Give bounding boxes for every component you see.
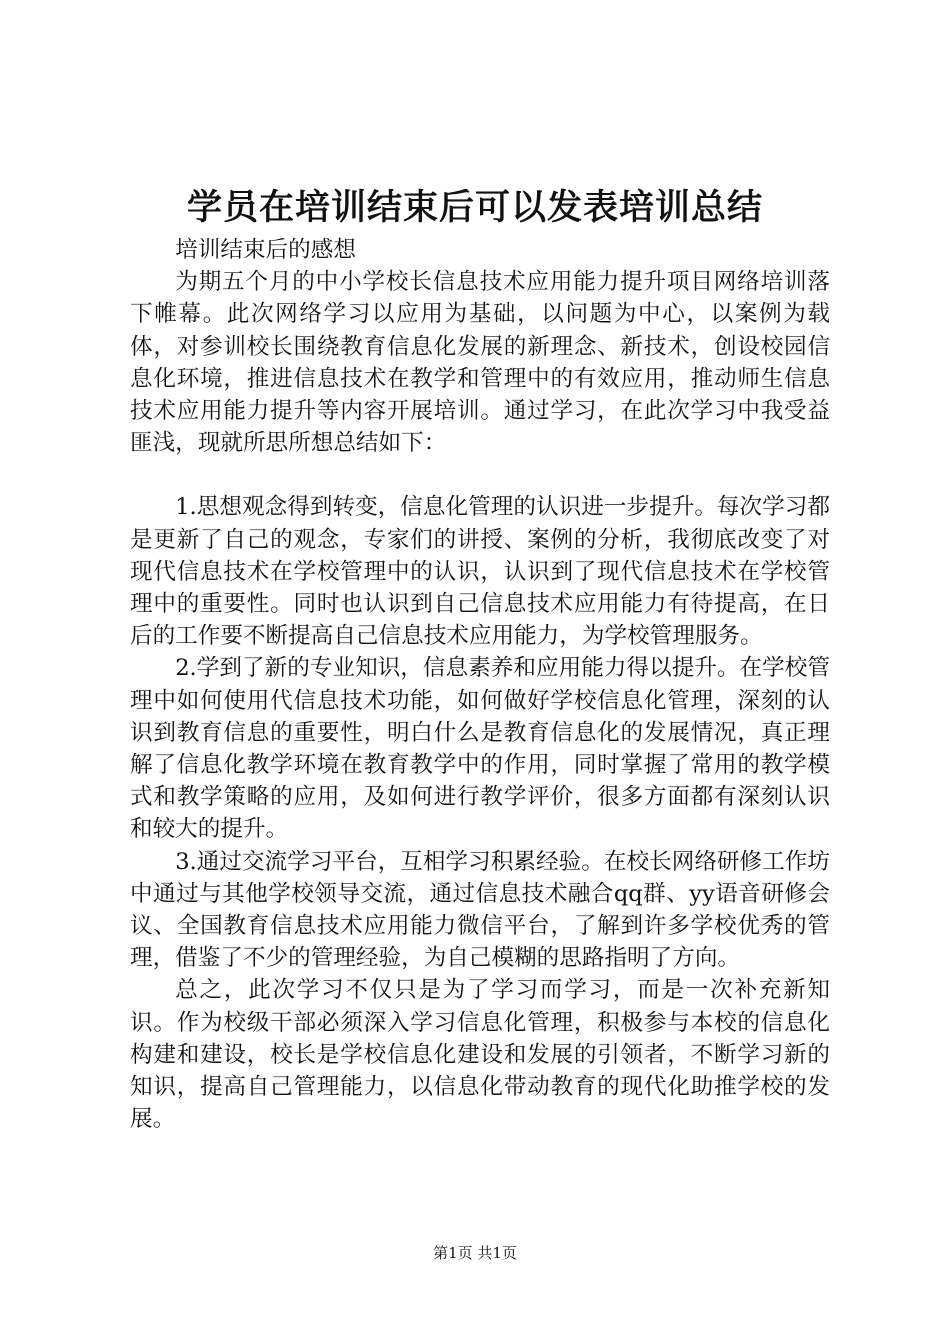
paragraph-point-2: 2.学到了新的专业知识，信息素养和应用能力得以提升。在学校管理中如何使用代信息技术功能，如何做好学校信息化管理，深刻的认识到教育信息的重要性，明白什么是教育信息化的发展情况，真正理解了信息化教学环境在教育教学中的作用，同时掌握了常用的教学模式和教学策略的应用，及如何进行教学评价，很多方面都有深刻认识和较大的提升。: [130, 655, 830, 843]
paragraph-conclusion: 总之，此次学习不仅只是为了学习而学习，而是一次补充新知识。作为校级干部必须深入学习信息化管理，积极参与本校的信息化构建和建设，校长是学校信息化建设和发展的引领者，不断学习新的知识，提高自己管理能力，以信息化带动教育的现代化助推学校的发展。: [130, 977, 830, 1133]
paragraph-intro: 为期五个月的中小学校长信息技术应用能力提升项目网络培训落下帷幕。此次网络学习以应用为基础，以问题为中心，以案例为载体，对参训校长围绕教育信息化发展的新理念、新技术，创设校园信息化环境，推进信息技术在教学和管理中的有效应用，推动师生信息技术应用能力提升等内容开展培训。通过学习，在此次学习中我受益匪浅，现就所思所想总结如下：: [130, 269, 830, 457]
document-body: [130, 234, 830, 1135]
document-title: 学员在培训结束后可以发表培训总结: [186, 187, 763, 228]
paragraph-subtitle: 培训结束后的感想: [175, 237, 356, 263]
paragraph-point-3: 3.通过交流学习平台，互相学习积累经验。在校长网络研修工作坊中通过与其他学校领导交流，通过信息技术融合qq群、yy语音研修会议、全国教育信息技术应用能力微信平台，了解到许多学校优秀的管理，借鉴了不少的管理经验，为自己模糊的思路指明了方向。: [130, 848, 830, 972]
page-number-footer: 第1页 共1页: [433, 1244, 517, 1262]
paragraph-point-1: 1.思想观念得到转变，信息化管理的认识进一步提升。每次学习都是更新了自己的观念，专家们的讲授、案例的分析，我彻底改变了对现代信息技术在学校管理中的认识，认识到了现代信息技术在学校管理中的重要性。同时也认识到自己信息技术应用能力有待提高，在日后的工作要不断提高自己信息技术应用能力，为学校管理服务。: [130, 494, 830, 650]
